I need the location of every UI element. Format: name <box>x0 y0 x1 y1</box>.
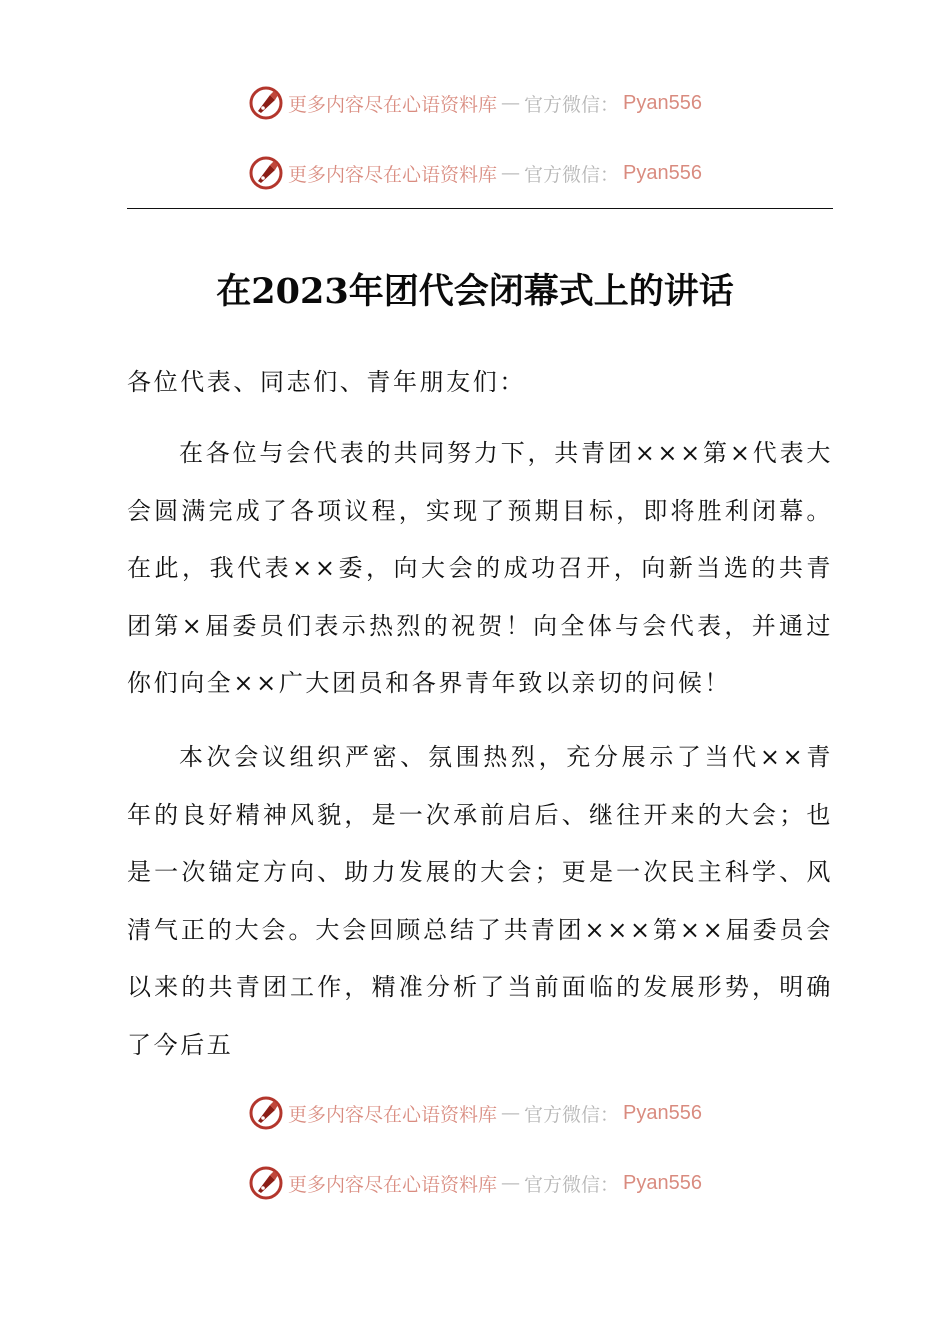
watermark-wechat-label: 官方微信： <box>524 163 620 186</box>
watermark-content <box>248 1095 702 1131</box>
watermark-content <box>248 155 702 191</box>
watermark-separator: — <box>501 92 521 114</box>
watermark-separator: — <box>501 1102 521 1124</box>
watermark-separator: — <box>501 162 521 184</box>
watermark-text: 更多内容尽在心语资料库 <box>288 93 498 116</box>
watermark-wechat-label: 官方微信： <box>524 1103 620 1126</box>
watermark-content <box>248 1165 702 1201</box>
watermark-wechat-label: 官方微信： <box>524 93 620 116</box>
watermark-text: 更多内容尽在心语资料库 <box>288 163 498 186</box>
body-paragraph-2: 本次会议组织严密、氛围热烈，充分展示了当代××青年的良好精神风貌，是一次承前启后、继往开来的大会；也是一次锚定方向、助力发展的大会；更是一次民主科学、风清气正的大会。大会回顾总结了共青团×××第××届委员会以来的共青团工作，精准分析了当前面临的发展形势，明确了今后五 <box>127 743 833 1059</box>
watermark-wechat-id: Pyan556 <box>623 1171 702 1194</box>
pen-nib-logo-icon <box>248 85 284 121</box>
pen-nib-logo-icon <box>248 155 284 191</box>
watermark-wechat-id: Pyan556 <box>623 91 702 114</box>
watermark-text: 更多内容尽在心语资料库 <box>288 1103 498 1126</box>
watermark-wechat-label: 官方微信： <box>524 1173 620 1196</box>
watermark-banner-top-2 <box>0 153 950 193</box>
document-title: 在2023年团代会闭幕式上的讲话 <box>216 271 734 312</box>
watermark-banner-bottom-1 <box>0 1093 950 1133</box>
watermark-text: 更多内容尽在心语资料库 <box>288 1173 498 1196</box>
header-divider <box>127 208 833 209</box>
watermark-banner-top-1 <box>0 83 950 123</box>
pen-nib-logo-icon <box>248 1165 284 1201</box>
watermark-banner-bottom-2 <box>0 1163 950 1203</box>
salutation: 各位代表、同志们、青年朋友们： <box>127 368 526 396</box>
watermark-wechat-id: Pyan556 <box>623 161 702 184</box>
watermark-separator: — <box>501 1172 521 1194</box>
body-paragraph-1: 在各位与会代表的共同努力下，共青团×××第×代表大会圆满完成了各项议程，实现了预期目标，即将胜利闭幕。在此，我代表××委，向大会的成功召开，向新当选的共青团第×届委员们表示热烈的祝贺！向全体与会代表，并通过你们向全××广大团员和各界青年致以亲切的问候！ <box>127 439 833 697</box>
pen-nib-logo-icon <box>248 1095 284 1131</box>
watermark-content <box>248 85 702 121</box>
watermark-wechat-id: Pyan556 <box>623 1101 702 1124</box>
